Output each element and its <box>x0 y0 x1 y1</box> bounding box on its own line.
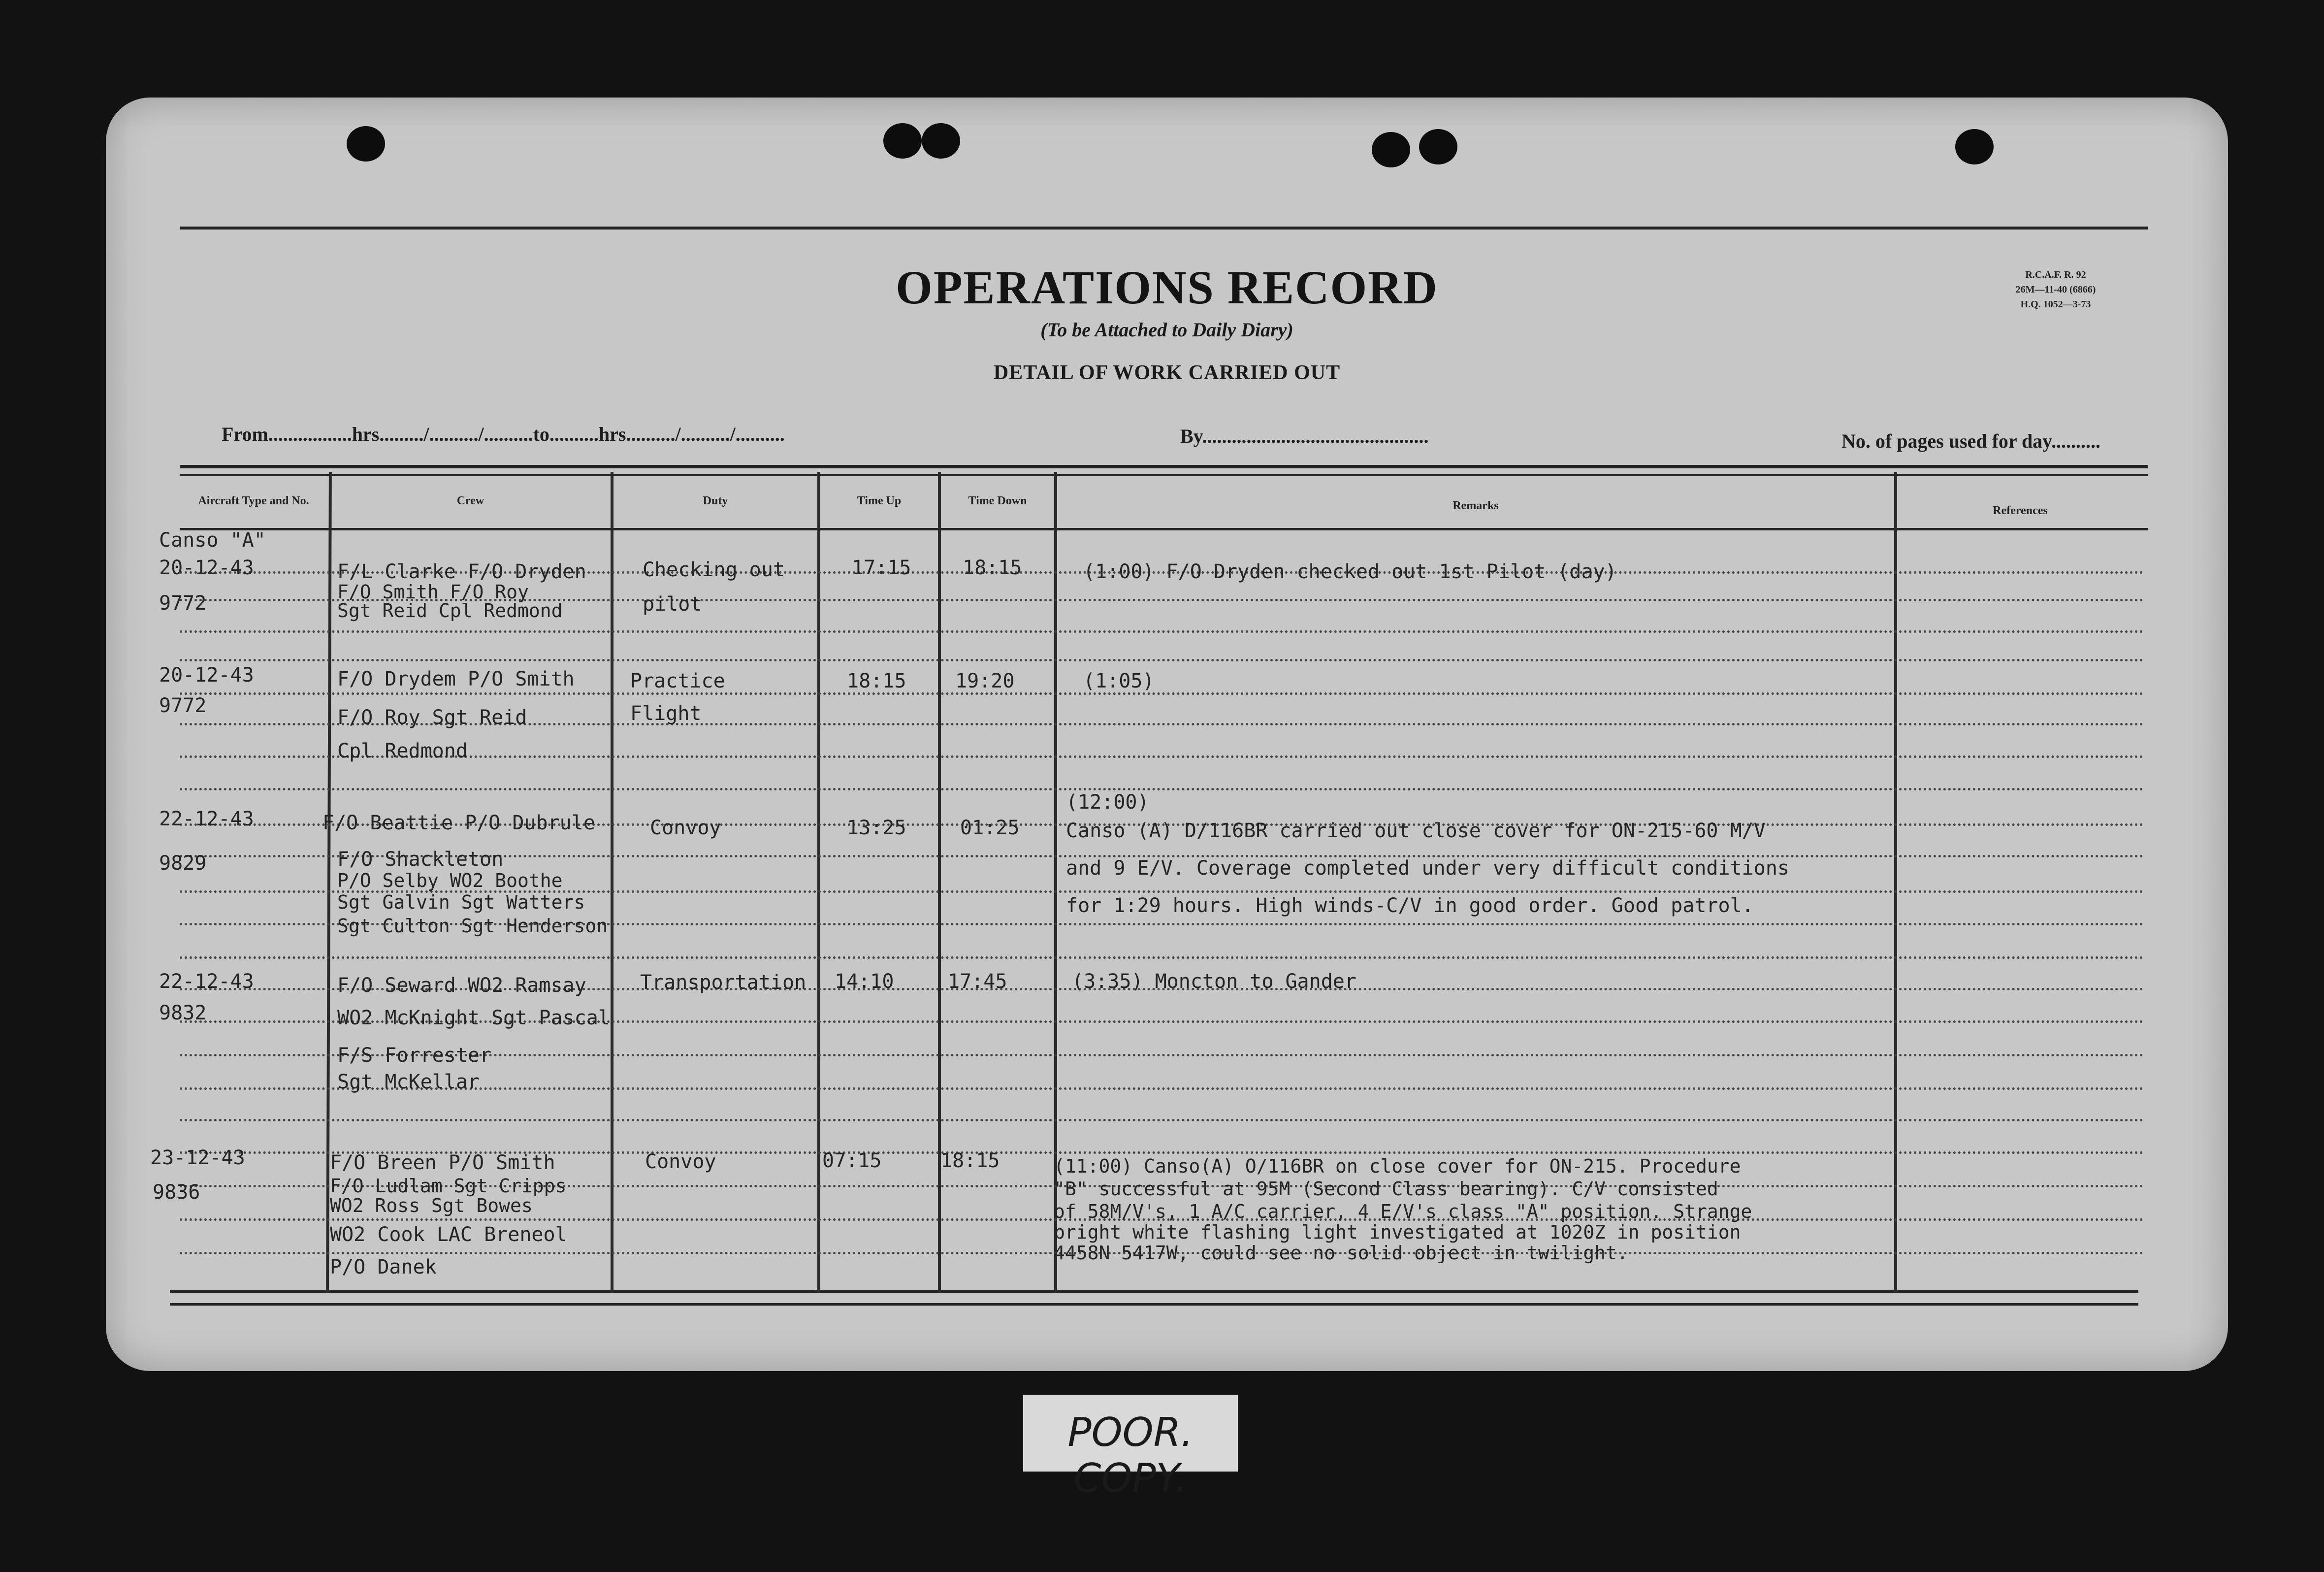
time-up: 18:15 <box>847 670 906 692</box>
time-up: 07:15 <box>822 1149 882 1172</box>
remarks-line: bright white flashing light investigated at 1020Z in position <box>1054 1221 1741 1243</box>
crew-line: F/O Smith F/O Roy <box>337 581 529 603</box>
table-top-rule-2 <box>180 474 2148 476</box>
crew-line: P/O Danek <box>330 1256 437 1278</box>
header-bottom-rule <box>180 528 2148 530</box>
punch-hole <box>883 123 922 159</box>
ruled-line <box>180 755 2144 758</box>
entry-date: 22-12-43 <box>159 808 254 830</box>
crew-line: F/O Roy Sgt Reid <box>337 706 527 729</box>
by-line: By.............................................. <box>1180 425 1429 447</box>
duty-line: Convoy <box>650 817 721 839</box>
remarks-line: "B" successful at 95M (Second Class bearing). C/V consisted <box>1054 1178 1718 1200</box>
col-header-references: References <box>1993 504 2048 517</box>
punch-hole <box>1955 129 1994 164</box>
duty-line: Checking out <box>643 558 785 581</box>
crew-line: F/O Shackleton <box>337 848 504 871</box>
table-top-rule <box>180 465 2148 468</box>
entry-aircraft-no: 9829 <box>159 852 207 875</box>
col-header-time-up: Time Up <box>857 494 902 507</box>
crew-line: F/O Breen P/O Smith <box>330 1151 555 1174</box>
aircraft-type: Canso "A" <box>159 529 266 552</box>
remarks-line: (1:00) F/O Dryden checked out 1st Pilot (day) <box>1083 560 1617 583</box>
remarks-line: Canso (A) D/116BR carried out close cover for ON-215-60 M/V <box>1066 819 1766 842</box>
time-up: 14:10 <box>835 970 894 993</box>
table-bottom-rule <box>170 1290 2138 1293</box>
ruled-line <box>180 659 2144 661</box>
crew-line: P/O Selby WO2 Boothe <box>337 870 563 891</box>
ruled-line <box>180 1119 2144 1121</box>
crew-line: F/O Drydem P/O Smith <box>337 668 575 690</box>
crew-line: Sgt Culton Sgt Henderson <box>337 915 608 937</box>
entry-date: 23-12-43 <box>150 1146 245 1169</box>
ruled-line <box>180 692 2144 695</box>
punch-hole <box>922 123 960 159</box>
crew-line: F/L Clarke F/O Dryden <box>337 560 586 583</box>
duty-line: Flight <box>630 702 702 725</box>
time-down: 19:20 <box>955 670 1015 692</box>
crew-line: Sgt McKellar <box>337 1071 480 1093</box>
entry-aircraft-no: 9832 <box>159 1002 207 1024</box>
entry-date: 22-12-43 <box>159 970 254 993</box>
stamp-text: POOR. COPY. <box>1067 1409 1194 1501</box>
col-header-crew: Crew <box>456 494 484 507</box>
col-header-duty: Duty <box>703 494 728 507</box>
remarks-line: 4458N 5417W, could see no solid object in twilight. <box>1054 1242 1628 1264</box>
entry-aircraft-no: 9772 <box>159 694 207 717</box>
pages-line: No. of pages used for day.......... <box>1841 430 2100 452</box>
page-title: OPERATIONS RECORD <box>896 261 1438 314</box>
time-down: 18:15 <box>940 1149 1000 1172</box>
duty-line: Transportation <box>640 971 807 994</box>
crew-line: Sgt Reid Cpl Redmond <box>337 600 563 622</box>
punch-hole <box>1372 132 1410 167</box>
duty-line: Practice <box>630 670 725 692</box>
entry-date: 20-12-43 <box>159 664 254 687</box>
duty-line: pilot <box>643 593 702 616</box>
remarks-line: (12:00) <box>1066 791 1149 814</box>
remarks-line: (11:00) Canso(A) O/116BR on close cover for ON-215. Procedure <box>1054 1155 1741 1177</box>
time-up: 17:15 <box>852 557 911 579</box>
col-rule <box>817 472 820 1293</box>
operations-record-card <box>106 98 2228 1371</box>
crew-line: WO2 Cook LAC Breneol <box>330 1223 567 1246</box>
crew-line: Sgt Galvin Sgt Watters <box>337 891 585 913</box>
time-down: 01:25 <box>960 817 1020 839</box>
punch-hole <box>347 126 385 162</box>
crew-line: F/O Ludlam Sgt Cripps <box>330 1175 567 1197</box>
entry-aircraft-no: 9772 <box>159 592 207 615</box>
crew-line: Cpl Redmond <box>337 740 468 762</box>
remarks-line: of 58M/V's, 1 A/C carrier, 4 E/V's class "A" position. Strange <box>1054 1201 1752 1222</box>
crew-line: F/O Beattie P/O Dubrule <box>323 812 595 834</box>
col-rule <box>1894 472 1897 1293</box>
time-down: 17:45 <box>948 970 1007 993</box>
time-down: 18:15 <box>963 557 1022 579</box>
col-header-aircraft: Aircraft Type and No. <box>198 494 309 507</box>
table-bottom-rule-2 <box>170 1303 2138 1306</box>
remarks-line: and 9 E/V. Coverage completed under very difficult conditions <box>1066 857 1790 880</box>
col-header-remarks: Remarks <box>1452 499 1499 512</box>
from-line: From.................hrs........./........../..........to..........hrs........../........../.......... <box>222 423 785 445</box>
poor-copy-stamp <box>1023 1395 1238 1501</box>
entry-aircraft-no: 9836 <box>153 1181 200 1204</box>
page-subtitle: (To be Attached to Daily Diary) <box>1040 319 1293 341</box>
crew-line: F/S Forrester <box>337 1044 492 1067</box>
ruled-line <box>180 788 2144 790</box>
remarks-line: (3:35) Moncton to Gander <box>1072 970 1356 993</box>
ruled-line <box>180 956 2144 959</box>
crew-line: F/O Seward WO2 Ramsay <box>337 974 586 997</box>
col-rule <box>611 472 613 1293</box>
form-code: R.C.A.F. R. 92 26M—11-40 (6866) H.Q. 1052—3-73 <box>2015 269 2096 310</box>
section-heading: DETAIL OF WORK CARRIED OUT <box>993 361 1341 384</box>
crew-line: WO2 McKnight Sgt Pascal <box>337 1007 610 1029</box>
crew-line: WO2 Ross Sgt Bowes <box>330 1195 533 1216</box>
col-header-time-down: Time Down <box>968 494 1027 507</box>
time-up: 13:25 <box>847 817 906 839</box>
ruled-line <box>180 630 2144 633</box>
remarks-line: for 1:29 hours. High winds-C/V in good order. Good patrol. <box>1066 894 1754 917</box>
duty-line: Convoy <box>645 1150 716 1173</box>
punch-hole <box>1419 129 1457 164</box>
entry-date: 20-12-43 <box>159 557 254 579</box>
top-rule <box>180 227 2148 229</box>
remarks-line: (1:05) <box>1083 670 1155 692</box>
